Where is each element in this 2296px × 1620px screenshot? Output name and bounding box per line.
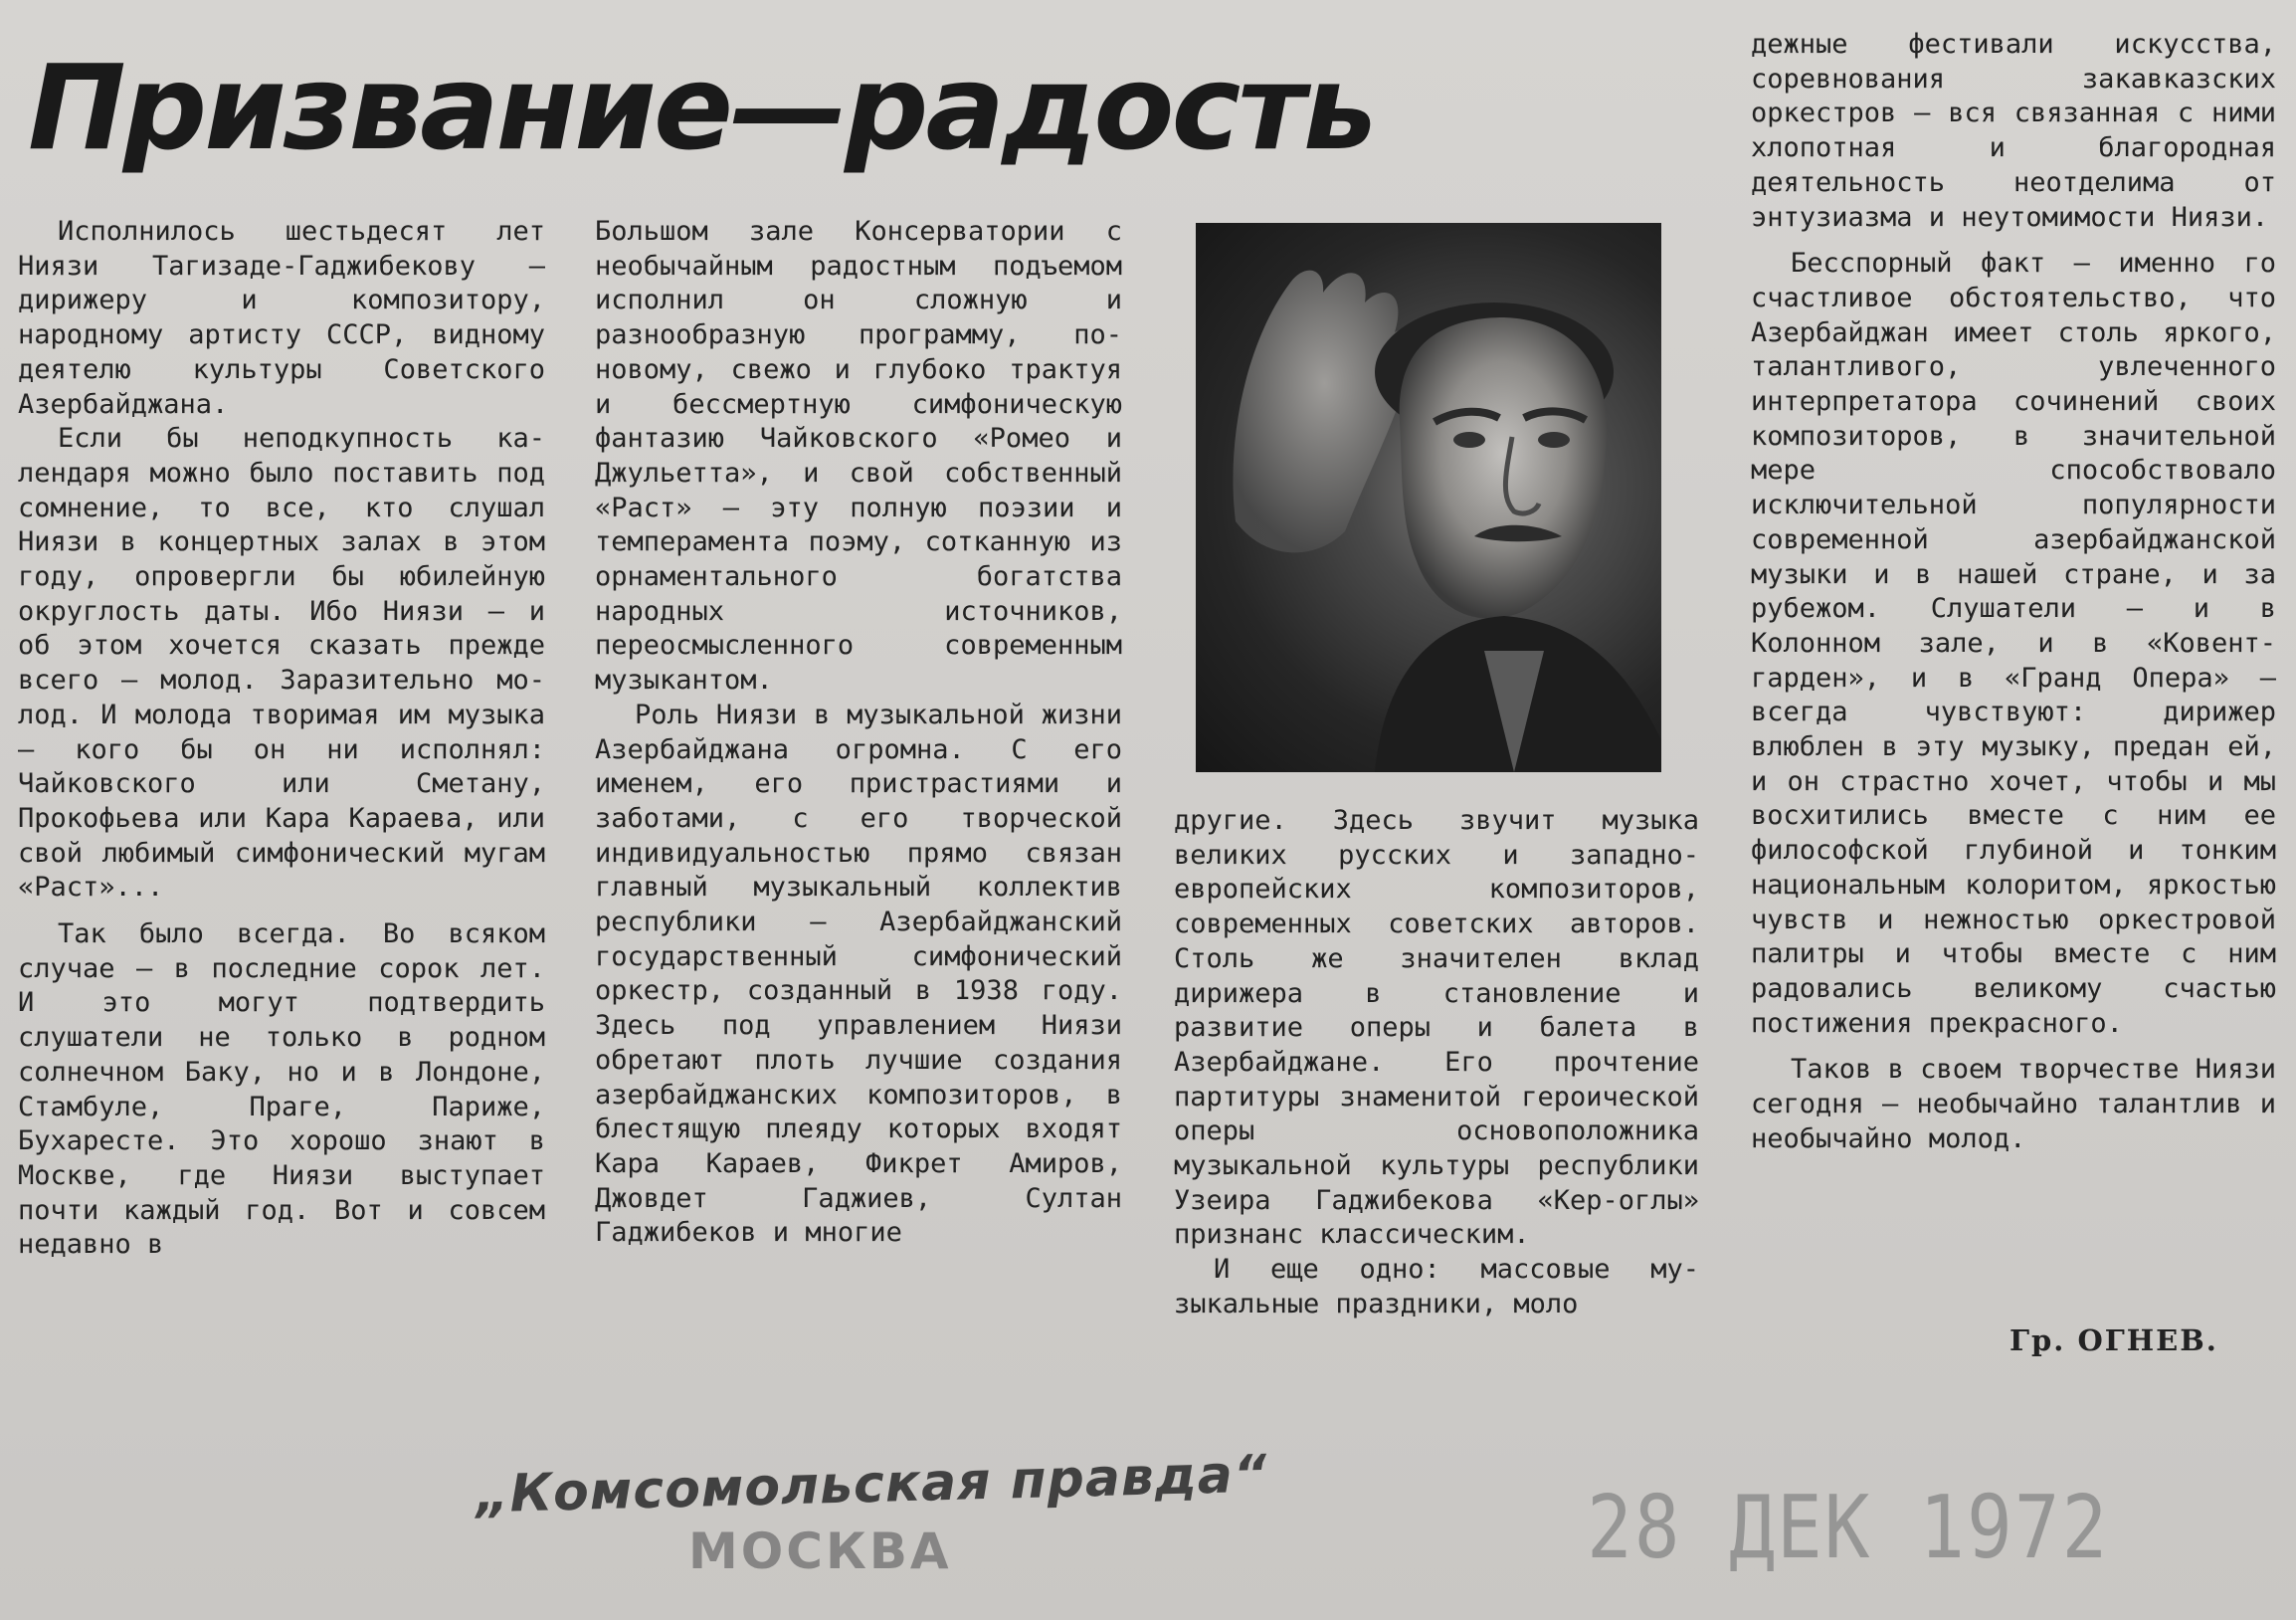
conductor-portrait-photo [1196,223,1661,772]
article-column-1 [18,215,545,1263]
conductor-portrait-illustration [1196,223,1661,772]
article-column-2 [595,215,1122,1251]
paragraph: Таков в своем творчестве Ниязи сегодня — необычайно талантлив и необычайно молод. [1751,1054,2276,1154]
paragraph: Если бы неподкупность календаря можно было поставить под сомнение, то все, кто слушал Ниязи в концертных залах в этом году, опровергли бы юбилейную округлость даты. Ибо Ниязи — и об этом хочется сказать прежде всего — молод. Заразительно молод. И молода творимая им музыка — кого бы он ни исполнял: Чайковского или Сметану, Прокофьева или Кара Караева, или свой любимый симфонический мугам «Раст»... [18,423,545,904]
paragraph: Роль Ниязи в музыкальной жизни Азербайджана огромна. С его именем, его пристрастиями и заботами, с его творческой индивидуальностью прямо связан главный музыкальный коллектив республики — Азербайджанский государственный симфонический оркестр, созданный в 1938 году. Здесь под управлением Ниязи обретают плоть лучшие создания азербайджанских композиторов, в блестящую плеяду которых входят Кара Караев, Фикрет Амиров, Джовдет Гаджиев, Султан Гаджибеков и многие [595,699,1122,1249]
paragraph: Бесспорный факт — именно го счастливое обстоятельство, что Азербайджан имеет столь яркого, талантливого, увлеченного интерпретатора сочинений своих композиторов, в значительной мере способствовало исключительной популярности современной азербайджанской музыки и в нашей стране, и за рубежом. Слушатели — и в Колонном зале, и в «Ковент-гарден», и в «Гранд Опера» — всегда чувствуют: дирижер влюблен в эту музыку, предан ей, и он страстно хочет, чтобы и мы восхитились вместе с ним ее философской глубиной и тонким национальным колоритом, яркостью чувств и нежностью оркестровой палитры и чтобы вместе с ним радовались великому счастью постижения прекрасного. [1751,248,2276,1039]
paragraph: И еще одно: массовые музыкальные праздники, моло [1174,1254,1699,1319]
paragraph: Так было всегда. Во всяком случае — в последние сорок лет. И это могут подтвердить слушатели не только в родном солнечном Баку, но и в Лондоне, Стамбуле, Праге, Париже, Бухаресте. Это хорошо знают в Москве, где Ниязи выступает почти каждый год. Вот и совсем недавно в [18,918,545,1261]
article-column-3 [1174,804,1699,1322]
paragraph: другие. Здесь звучит музыка великих русских и западноевропейских композиторов, современных советских авторов. Столь же значителен вклад дирижера в становление и развитие оперы и балета в Азербайджане. Его прочтение партитуры знаменитой героической оперы основоположника музыкальной культуры республики Узеира Гаджибекова «Кер-оглы» признанс классическим. [1174,805,1699,1251]
date-stamp: 28 ДЕК 1972 [1587,1476,2110,1578]
paragraph: Большом зале Консерватории с необычайным радостным подъемом исполнил он сложную и разнообразную программу, по-новому, свежо и глубоко трактуя и бессмертную симфоническую фантазию Чайковского «Ромео и Джульетта», и свой собственный «Раст» — эту полную поэзии и темперамента поэму, сотканную из орнаментального богатства народных источников, переосмысленного современным музыкантом. [595,216,1122,697]
newspaper-source-stamp: „Комсомольская правда“ [475,1444,1269,1525]
headline: Призвание—радость [28,39,1375,176]
city-stamp: МОСКВА [688,1522,952,1580]
paragraph: Исполнилось шестьдесят лет Ниязи Тагизаде-Гаджибекову — дирижеру и композитору, народному артисту СССР, видному деятелю культуры Советского Азербайджана. [18,216,545,420]
author-signature: Гр. ОГНЕВ. [2009,1323,2218,1357]
article-column-4 [1751,28,2276,1157]
paragraph: дежные фестивали искусства, соревнования закавказских оркестров — вся связанная с ними хлопотная и благородная деятельность неотделима от энтузиазма и неутомимости Ниязи. [1751,29,2276,233]
